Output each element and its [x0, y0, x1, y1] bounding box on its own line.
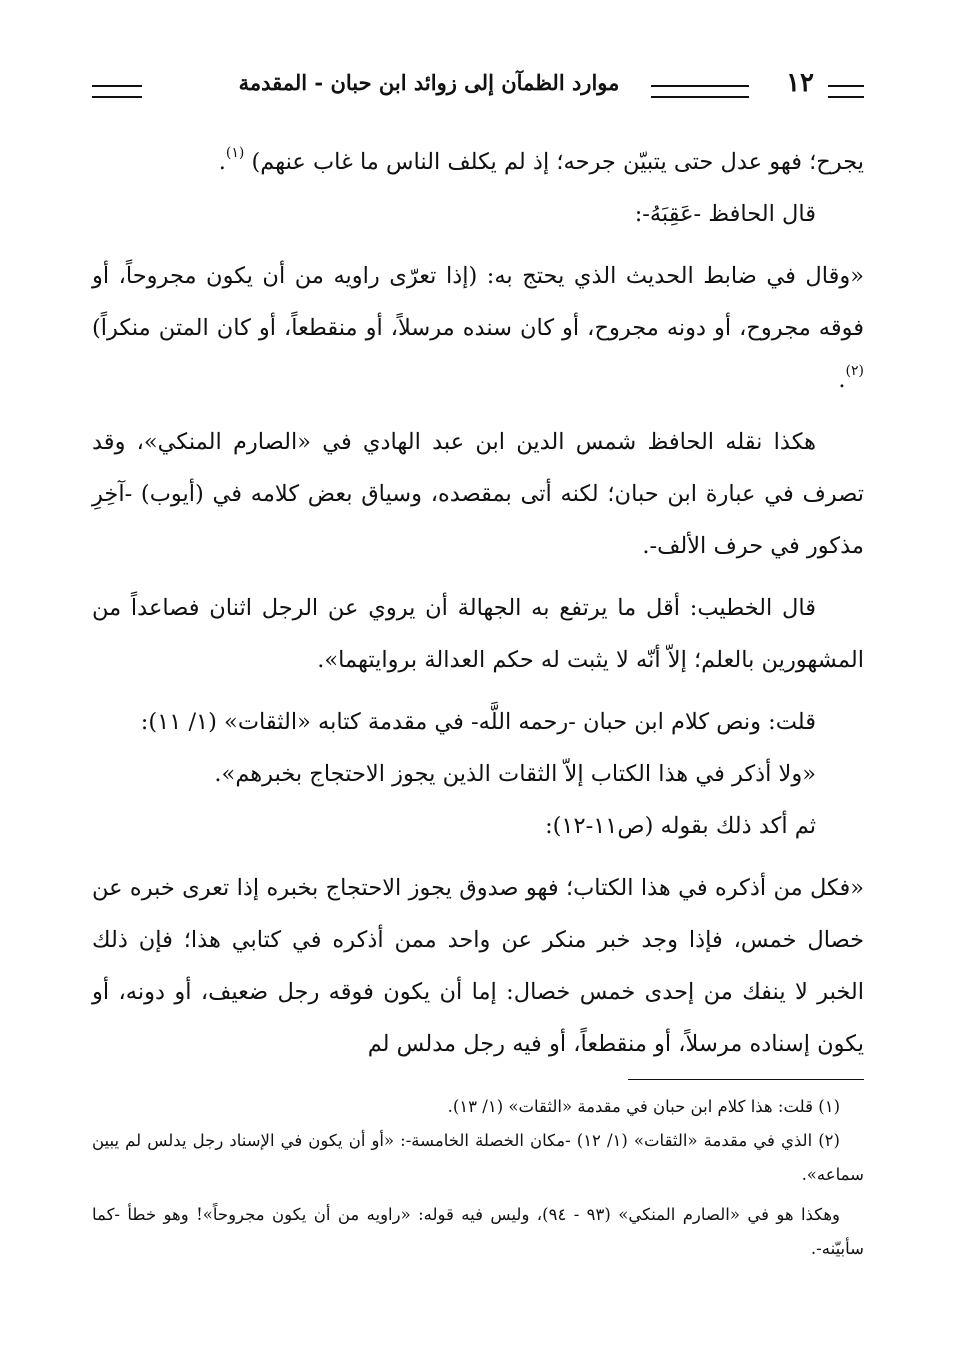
footnote-2: (٢) الذي في مقدمة «الثقات» (١/ ١٢) -مكان الخصلة الخامسة-: «أو أن يكون في الإسناد رجل يدلس لم يبين سماعه».: [92, 1131, 864, 1184]
paragraph-4: هكذا نقله الحافظ شمس الدين ابن عبد الهادي في «الصارم المنكي»، وقد تصرف في عبارة ابن حبان؛ لكنه أتى بمقصده، وسياق بعض كلامه في (أيوب) -آخِرِ مذكور في حرف الألف-.: [92, 429, 864, 559]
page-number: ١٢: [786, 68, 814, 98]
footnote-ref-1: (١): [225, 145, 245, 161]
footnote-separator: [628, 1079, 864, 1080]
running-title: موارد الظمآن إلى زوائد ابن حبان - المقدمة: [238, 70, 620, 95]
main-text: [92, 136, 864, 1070]
paragraph-8: ثم أكد ذلك بقوله (ص١١-١٢):: [545, 813, 816, 839]
footnotes: [92, 1090, 864, 1266]
paragraph-5: قال الخطيب: أقل ما يرتفع به الجهالة أن يروي عن الرجل اثنان فصاعداً من المشهورين بالعلم؛ إلاّ أنّه لا يثبت له حكم العدالة بروايتهما».: [92, 595, 864, 673]
paragraph-6: قلت: ونص كلام ابن حبان -رحمه اللَّه- في مقدمة كتابه «الثقات» (١/ ١١):: [140, 709, 816, 735]
paragraph-2: قال الحافظ -عَقِبَهُ-:: [634, 201, 816, 227]
page-header: [92, 60, 864, 110]
footnote-ref-2: (٢): [845, 363, 864, 379]
footnote-1: (١) قلت: هذا كلام ابن حبان في مقدمة «الثقات» (١/ ١٣).: [447, 1097, 840, 1116]
paragraph-3: «وقال في ضابط الحديث الذي يحتج به: (إذا تعرّى راويه من أن يكون مجروحاً، أو فوقه مجروح، أو دونه مجروح، أو كان سنده مرسلاً، أو منقطعاً، أو كان المتن منكراً) $^{(٢)}$.: [92, 263, 864, 393]
header-double-rule-left: [92, 85, 142, 98]
paragraph-1-text: يجرح؛ فهو عدل حتى يتبيّن جرحه؛ إذ لم يكلف الناس ما غاب عنهم): [251, 149, 864, 175]
paragraph-1: يجرح؛ فهو عدل حتى يتبيّن جرحه؛ إذ لم يكلف الناس ما غاب عنهم) $^{(١)}$.: [218, 145, 864, 175]
paragraph-3-text: «وقال في ضابط الحديث الذي يحتج به: (إذا تعرّى راويه من أن يكون مجروحاً، أو فوقه مجروح، أو دونه مجروح، أو كان سنده مرسلاً، أو منقطعاً، أو كان المتن منكراً): [92, 263, 864, 341]
header-double-rule-right: [828, 85, 864, 98]
paragraph-9: «فكل من أذكره في هذا الكتاب؛ فهو صدوق يجوز الاحتجاج بخبره إذا تعرى خبره عن خصال خمس، فإذا وجد خبر منكر عن واحد ممن أذكره في كتابي هذا؛ فإن ذلك الخبر لا ينفك من إحدى خمس خصال: إما أن يكون فوقه رجل ضعيف، أو دونه، أو يكون إسناده مرسلاً، أو منقطعاً، أو فيه رجل مدلس لم: [92, 875, 864, 1057]
paragraph-7: «ولا أذكر في هذا الكتاب إلاّ الثقات الذين يجوز الاحتجاج بخبرهم».: [214, 761, 816, 787]
footnote-2-continuation: وهكذا هو في «الصارم المنكي» (٩٣ - ٩٤)، وليس فيه قوله: «راويه من أن يكون مجروحاً»! وهو خطأ -كما سأبيّنه-.: [92, 1205, 864, 1258]
header-double-rule-middle: [651, 85, 749, 98]
